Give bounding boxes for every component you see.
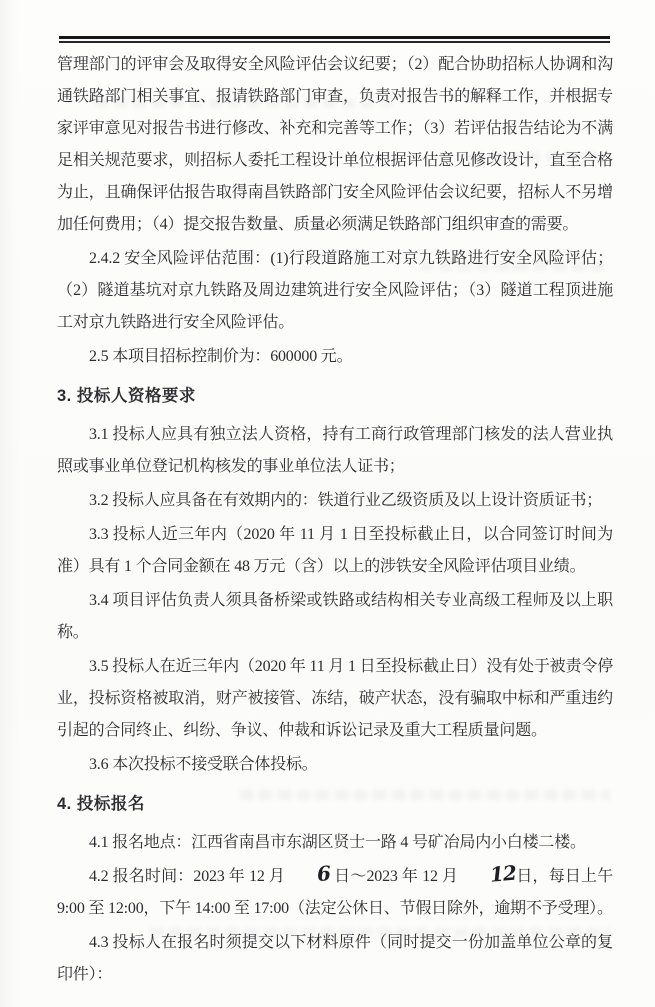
paragraph: 2.4.2 安全风险评估范围：(1)行段道路施工对京九铁路进行安全风险评估；（2）隧道基坑对京九铁路及周边建筑进行安全风险评估；（3）隧道工程顶进施工对京九铁路进行安全风险评估。: [57, 250, 613, 331]
paragraph: 4.3 投标人在报名时须提交以下材料原件（同时提交一份加盖单位公章的复印件）：: [57, 934, 613, 983]
page-top-rule: [59, 36, 610, 43]
paragraph: 3.3 投标人近三年内（2020 年 11 月 1 日至投标截止日，以合同签订时间为准）具有 1 个合同金额在 48 万元（含）以上的涉铁安全风险评估项目业绩。: [57, 526, 613, 575]
paragraph: 管理部门的评审会及取得安全风险评估会议纪要；（2）配合协助招标人协调和沟通铁路部门相关事宜、报请铁路部门审查，负责对报告书的解释工作，并根据专家评审意见对报告书进行修改、补充和完善等工作；（3）若评估报告结论为不满足相关规范要求，则招标人委托工程设计单位根据评估意见修改设计，直至合格为止，且确保评估报告取得南昌铁路部门安全风险评估会议纪要，招标人不另增加任何费用；（4）提交报告数量、质量必须满足铁路部门组织审查的需要。: [57, 56, 613, 233]
handwritten-date: 6: [316, 861, 332, 887]
paragraph: 2.5 本项目招标控制价为：600000 元。: [89, 348, 353, 365]
paragraph: 4.1 报名地点：江西省南昌市东湖区贤士一路 4 号矿冶局内小白楼二楼。: [89, 834, 586, 851]
paragraph: 3.5 投标人在近三年内（2020 年 11 月 1 日至投标截止日）没有处于被责令停业，投标资格被取消，财产被接管、冻结，破产状态，没有骗取中标和严重违约引起的合同终止、纠纷、争议、仲裁和诉讼记录及重大工程质量问题。: [57, 658, 613, 739]
paragraph: 3.6 本次投标不接受联合体投标。: [89, 756, 318, 773]
paragraph: 3.4 项目评估负责人须具备桥梁或铁路或结构相关专业高级工程师及以上职称。: [57, 592, 613, 641]
paragraph: 3.1 投标人应具有独立法人资格，持有工商行政管理部门核发的法人营业执照或事业单位登记机构核发的事业单位法人证书；: [57, 426, 613, 475]
paragraph: 3.2 投标人应具备在有效期内的：铁道行业乙级资质及以上设计资质证书；: [89, 492, 603, 509]
paragraph: 4.2 报名时间：2023 年 12 月 6 日～2023 年 12 月 12日，每日上午 9:00 至 12:00，下午 14:00 至 17:00（法定公休日、节假日除外，逾期不予受理）。: [57, 860, 613, 917]
section-heading: 3. 投标人资格要求: [57, 387, 196, 405]
section-heading: 4. 投标报名: [57, 795, 145, 813]
document-body: [57, 49, 613, 993]
handwritten-date: 12: [489, 860, 518, 887]
